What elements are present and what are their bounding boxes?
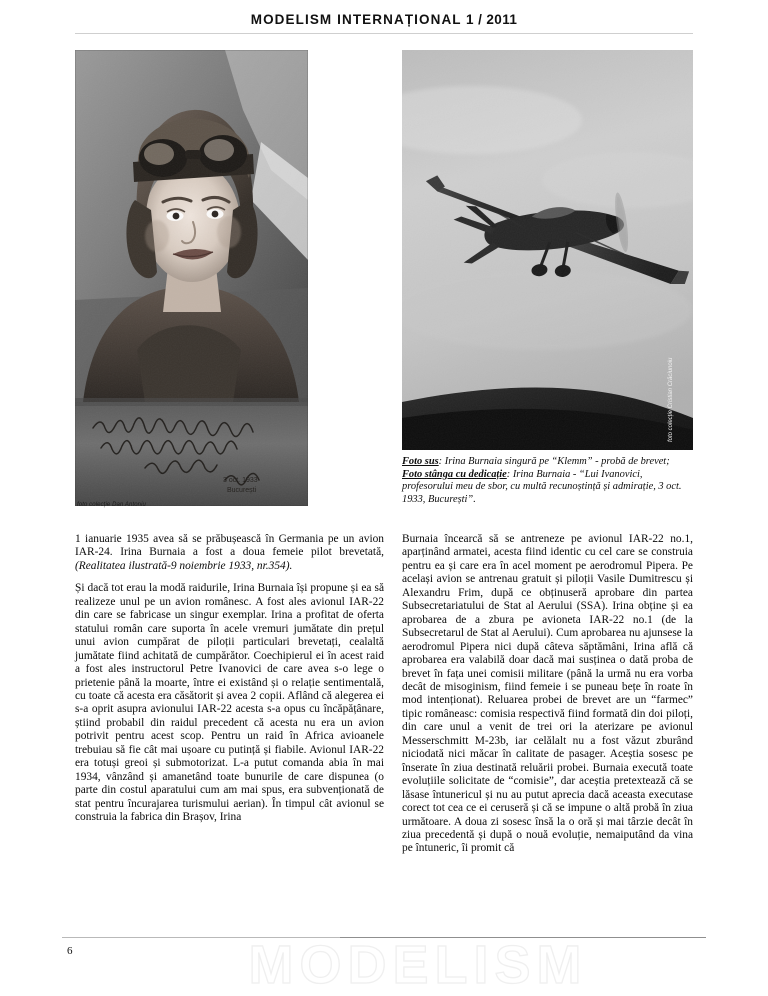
paragraph	[402, 533, 693, 856]
footer-divider-shaded	[340, 937, 706, 938]
caption-text-top: : Irina Burnaia singură pe “Klemm” - probă de brevet;	[438, 456, 670, 467]
caption-lead-top: Foto sus	[402, 456, 439, 467]
footer-watermark: MODELISM	[248, 935, 588, 995]
figure-caption	[402, 456, 693, 506]
caption-lead-left: Foto stânga cu dedicație	[402, 468, 507, 480]
paragraph-text: Și dacă tot erau la modă raidurile, Irina Burnaia își propune și ea să realizeze unul pe un avion românesc. A fost ales avionul IAR-22 din care se fabricase un singur exemplar. Irina a profitat de oferta statului român care suporta în acele vremuri jumătate din prețul unui avion cumpărat de piloții particulari brevetați, cealaltă jumătate fiind achitată de cumpărător. Coechipierul ei în acest raid a fost ales instructorul Petre Ivanovici de care avea s-o lege o prietenie până la moarte, între ei existând și o relație sentimentală, cu toate că acesta era căsătorit și avea 2 copii. Aflând că alegerea ei s-a oprit asupra avionului IAR-22 acesta s-a opus cu încăpățânare, știind probabil din raidul precedent că acesta nu era un avion potrivit pentru acest scop. Pentru un raid în Africa avioanele trebuiau să fie cât mai ușoare cu putință și fiabile. Avionul IAR-22 era totuși greoi și submotorizat. L-a putut comanda abia în mai 1934, vânzând și amanetând toate bunurile de care dispunea (o parte din costul aparatului cum am mai spus, era subvenționată de stat pentru încurajarea turismului aerian). În timpul cât avionul se construia la fabrica din Brașov, Irina	[75, 582, 384, 824]
paragraph-citation: (Realitatea ilustrată-9 noiembrie 1933, nr.354).	[75, 559, 293, 572]
photo-irina-burnaia-portrait	[75, 50, 308, 506]
photo-klemm-in-flight	[402, 50, 693, 450]
photo-credit-left: foto colecție Dan Antoniu	[77, 502, 146, 508]
paragraph-text: Burnaia încearcă să se antreneze pe avionul IAR-22 no.1, aparținând armatei, acesta fiind identic cu cel care se construia pentru ea și care era în acel moment pe aerodromul Pipera. Pe același avion se antrenau gratuit și piloții Vasile Dumitrescu și Alexandru Frim, după ce obținuseră aprobare din partea Subsecretariatului de Stat al Aerului (SSA). Irina obține și ea aprobarea de a zbura pe avioneta IAR-22 no.1 (de la Subsecretarul de Stat al Aerului). Cum aprobarea nu ajunsese la aerodromul Pipera nici după câteva săptămâni, Irina află că aprobarea era valabilă doar dacă mai susținea o dată proba de brevet în fața unei comisii militare (până la urmă nu era vorba decât de misoginism, fiind femeie i se puneau bețe în roate în mod intenționat). Reluarea probei de brevet are un “farmec” tipic româneasc: comisia respectivă fiind formată din doi piloți, din care unul a venit de trei ori la aterizare pe avionul Messerschmitt M-23b, iar celălalt nu a fost văzut zburând niciodată nici măcar în calitate de pasager. Aceștia sosesc pe înserate în ziua destinată reluării probei. Burnaia execută toate evoluțiile solicitate de “comisie”, dar aceștia pretextează că se lăsase întunericul și nu au putut aprecia dacă aceasta executase corect tot cea ce ei ceruseră și că se impune o altă probă în ziua următoare. A doua zi sosesc însă la o oră și mai târzie decât în ziua precedentă și după o nouă evoluție, nemaiputând da vina pe întuneric, îi promit că	[402, 533, 693, 855]
caption-line-top	[402, 456, 693, 469]
page-header	[0, 12, 768, 27]
issue-number: 1 / 2011	[466, 12, 518, 27]
paragraph	[75, 582, 384, 824]
caption-text-left: : Irina Burnaia - “Lui Ivanovici, profesorului meu de sbor, cu multă recunoștință și admirație, 3 oct. 1933, București”.	[402, 468, 682, 505]
page-number: 6	[67, 945, 73, 957]
caption-line-left	[402, 469, 693, 507]
magazine-title: MODELISM INTERNAȚIONAL	[250, 12, 462, 27]
body-column-left	[75, 533, 384, 825]
body-column-right	[402, 533, 693, 856]
paragraph	[75, 533, 384, 573]
header-divider	[75, 33, 693, 34]
photo-credit-right: foto colecție Cristian Crăciunoiu	[668, 357, 674, 442]
paragraph-text: 1 ianuarie 1935 avea să se prăbușească în Germania pe un avion IAR-24. Irina Burnaia a fost a doua femeie pilot brevetată,	[75, 533, 384, 559]
